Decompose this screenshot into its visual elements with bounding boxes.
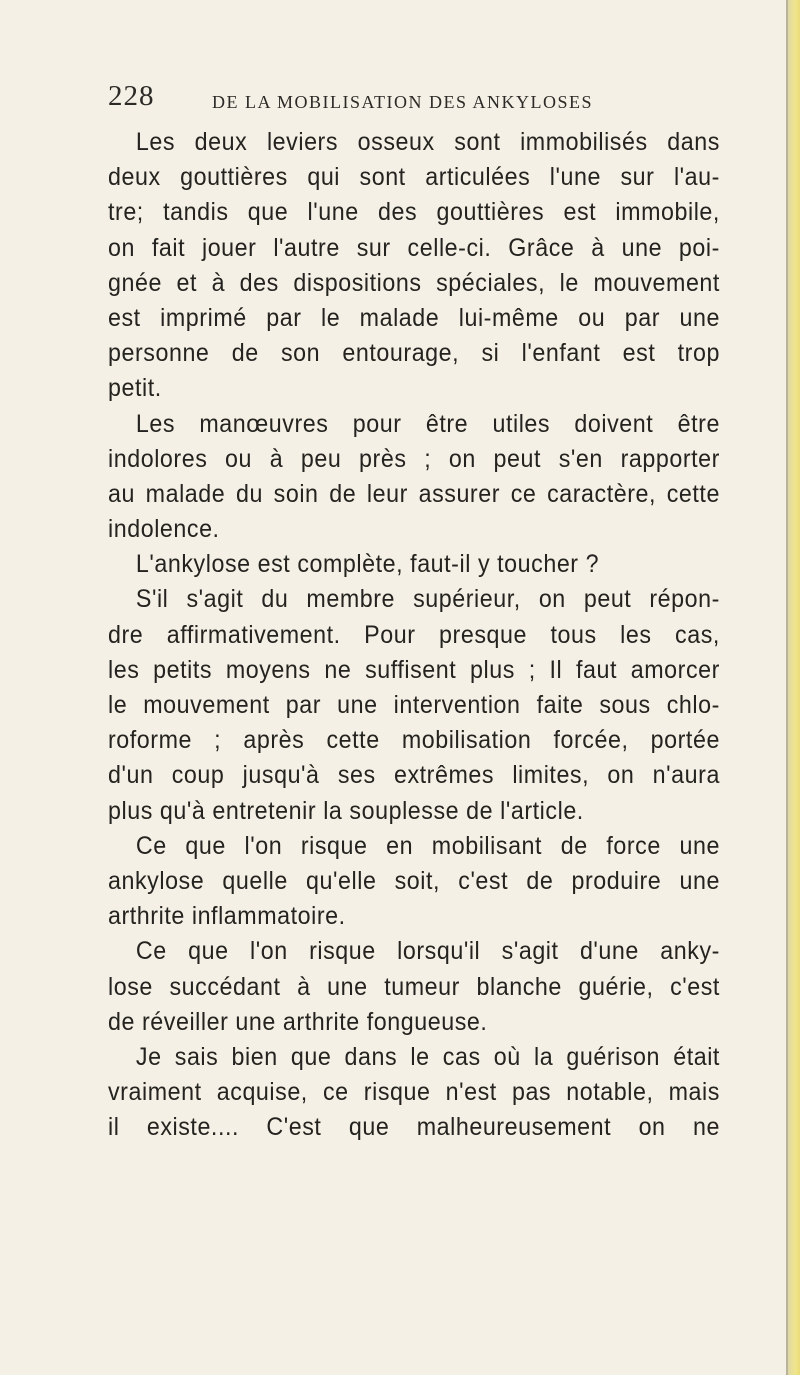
text-line: indolence.: [108, 515, 220, 544]
text-line: deux gouttières qui sont articulées l'une sur l'au-: [108, 163, 720, 192]
text-line: indolores ou à peu près ; on peut s'en rapporter: [108, 444, 720, 473]
text-line: lose succédant à une tumeur blanche guérie, c'est: [108, 972, 720, 1001]
text-line: petit.: [108, 374, 162, 403]
text-line: Ce que l'on risque lorsqu'il s'agit d'une anky-: [135, 937, 720, 966]
running-head: DE LA MOBILISATION DES ANKYLOSES: [212, 92, 594, 112]
text-line: au malade du soin de leur assurer ce caractère, cette: [108, 479, 720, 508]
text-line: de réveiller une arthrite fongueuse.: [108, 1007, 488, 1036]
text-line: roforme ; après cette mobilisation forcée, portée: [108, 726, 720, 755]
text-line: est imprimé par le malade lui-même ou par une: [108, 303, 720, 332]
text-line: plus qu'à entretenir la souplesse de l'article.: [108, 796, 584, 825]
text-line: d'un coup jusqu'à ses extrêmes limites, on n'aura: [108, 761, 720, 790]
text-line: S'il s'agit du membre supérieur, on peut répon-: [135, 585, 720, 614]
text-line: le mouvement par une intervention faite sous chlo-: [108, 691, 720, 719]
page-edge-line: [786, 0, 788, 1375]
text-line: L'ankylose est complète, faut-il y toucher ?: [135, 550, 600, 579]
text-line: tre; tandis que l'une des gouttières est immobile,: [108, 198, 720, 227]
text-line: dre affirmativement. Pour presque tous les cas,: [108, 620, 720, 649]
text-line: Je sais bien que dans le cas où la guérison était: [135, 1042, 720, 1071]
page-edge: [786, 0, 800, 1375]
page-header: [108, 78, 718, 118]
text-line: personne de son entourage, si l'enfant est trop: [108, 339, 720, 368]
text-line: Les deux leviers osseux sont immobilisés dans: [135, 128, 720, 156]
text-line: ankylose quelle qu'elle soit, c'est de produire une: [108, 866, 720, 895]
text-line: Les manœuvres pour être utiles doivent être: [135, 409, 720, 438]
text-line: gnée et à des dispositions spéciales, le mouvement: [108, 268, 720, 297]
text-line: Ce que l'on risque en mobilisant de force une: [135, 831, 720, 860]
text-line: les petits moyens ne suffisent plus ; Il faut amorcer: [108, 655, 720, 684]
body-text: [108, 125, 720, 1145]
page-number: 228: [108, 80, 155, 112]
text-line: arthrite inflammatoire.: [108, 902, 346, 931]
text-line: on fait jouer l'autre sur celle-ci. Grâce à une poi-: [108, 233, 720, 262]
text-line: vraiment acquise, ce risque n'est pas notable, mais: [108, 1078, 720, 1107]
text-line: il existe.... C'est que malheureusement on ne: [108, 1113, 720, 1142]
